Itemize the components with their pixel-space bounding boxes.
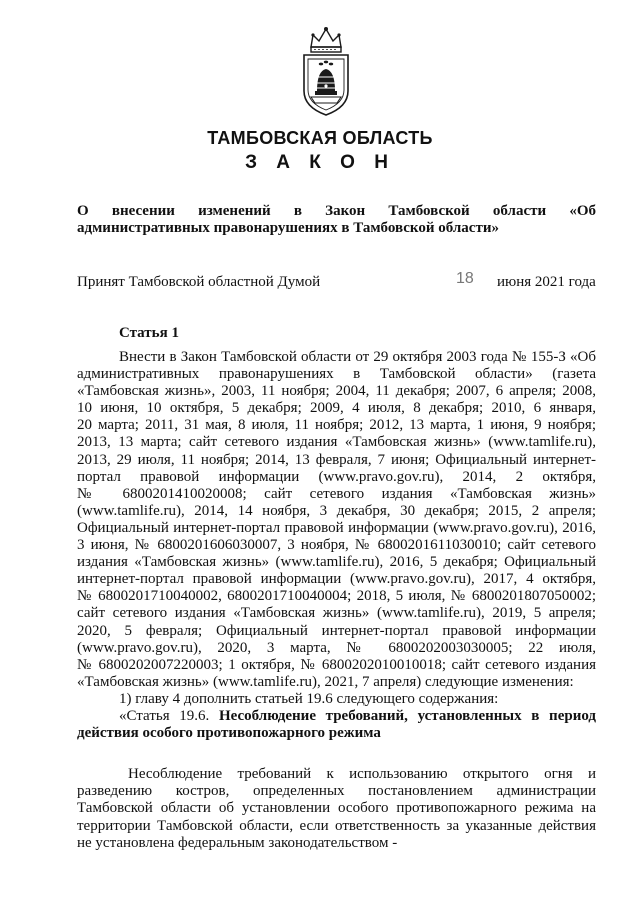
- article-line: (www.pravo.gov.ru), 2020, 3 марта, № 6800202003030005; 22 июля,: [77, 639, 596, 656]
- new-article-body: [77, 766, 596, 852]
- body-line: Тамбовской области об установлении особого противопожарного режима на: [77, 800, 596, 817]
- body-line: не установлена федеральным законодательством -: [77, 834, 398, 851]
- new-article-number: «Статья 19.6.: [119, 707, 210, 724]
- law-subject-line-2: административных правонарушениях в Тамбовской области»: [77, 220, 499, 236]
- article-line: (www.tamlife.ru), 2014, 14 ноября, 3 декабря, 30 декабря; 2015, 2 апреля;: [77, 502, 596, 519]
- body-line: разведению костров, определенных постановлением администрации: [77, 783, 596, 800]
- tambov-coat-of-arms-icon: [297, 25, 355, 117]
- article-line: Официальный интернет-портал правовой информации (www.pravo.gov.ru), 2016,: [77, 519, 596, 536]
- document-type: З А К О Н: [245, 152, 395, 173]
- article-heading: Статья 1: [119, 325, 179, 341]
- article-line: сайт сетевого издания «Тамбовская жизнь» (www.tamlife.ru), 2019, 5 апреля;: [77, 605, 596, 622]
- new-article-title: Несоблюдение требований, установленных в период: [218, 707, 596, 724]
- article-line: № 6800201710040002, 6800201710040004; 2018, 5 июля, № 6800201807050002;: [77, 588, 596, 605]
- law-subject-line-1: О внесении изменений в Закон Тамбовской области «Об: [77, 203, 596, 219]
- article-line: портал правовой информации (www.pravo.gov.ru), 2014, 2 октября,: [77, 468, 596, 485]
- article-line: интернет-портал правовой информации (www.pravo.gov.ru), 2017, 4 октября,: [77, 571, 596, 588]
- body-line: территории Тамбовской области, если ответственность за указанные действия: [77, 817, 596, 834]
- article-line: 20 марта; 2011, 31 мая, 8 июля, 11 ноября; 2012, 13 марта, 1 июня, 9 ноября;: [77, 417, 596, 434]
- article-line: № 6800202007220003; 1 октября, № 6800202010010018; сайт сетевого издания: [77, 656, 596, 673]
- article-line: издания «Тамбовская жизнь» (www.tamlife.ru), 2016, 5 декабря; Официальный: [77, 554, 596, 571]
- article-line: Внести в Закон Тамбовской области от 29 октября 2003 года № 155-З «Об: [119, 349, 596, 365]
- article-line: «Тамбовская жизнь», 2003, 11 ноября; 2004, 11 декабря; 2007, 6 апреля; 2008,: [77, 383, 596, 400]
- body-line: Несоблюдение требований к использованию открытого огня и: [128, 766, 596, 782]
- new-article-title-line-2: действия особого противопожарного режима: [77, 725, 381, 742]
- article-line: «Тамбовская жизнь» (www.tamlife.ru), 2021, 7 апреля) следующие изменения:: [77, 673, 574, 690]
- article-line: 3 июня, № 6800201606030007, 3 ноября, № 6800201611030010; сайт сетевого: [77, 537, 596, 554]
- new-article-title-line-1: [77, 708, 596, 725]
- article-line: 10 июня, 10 октября, 5 декабря; 2009, 4 июля, 8 декабря; 2010, 6 января,: [77, 400, 596, 417]
- adoption-month-year: июня 2021 года: [497, 274, 596, 290]
- adoption-statement: Принят Тамбовской областной Думой: [77, 274, 321, 290]
- adoption-day: 18: [456, 270, 474, 287]
- article-line: № 6800201410020008; сайт сетевого издания «Тамбовская жизнь»: [77, 485, 596, 502]
- article-line: административных правонарушениях в Тамбовской области» (газета: [77, 366, 596, 383]
- region-name: ТАМБОВСКАЯ ОБЛАСТЬ: [207, 128, 433, 148]
- article-line: 2013, 13 марта; сайт сетевого издания «Тамбовская жизнь» (www.tamlife.ru),: [77, 434, 596, 451]
- article-text: [77, 349, 596, 742]
- article-line: 2020, 5 февраля; Официальный интернет-портал правовой информации: [77, 622, 596, 639]
- article-line: 2013, 29 июля, 11 ноября; 2014, 13 февраля, 7 июня; Официальный интернет-: [77, 451, 596, 468]
- amendment-item: 1) главу 4 дополнить статьей 19.6 следующего содержания:: [119, 690, 499, 707]
- law-subject: [77, 203, 596, 237]
